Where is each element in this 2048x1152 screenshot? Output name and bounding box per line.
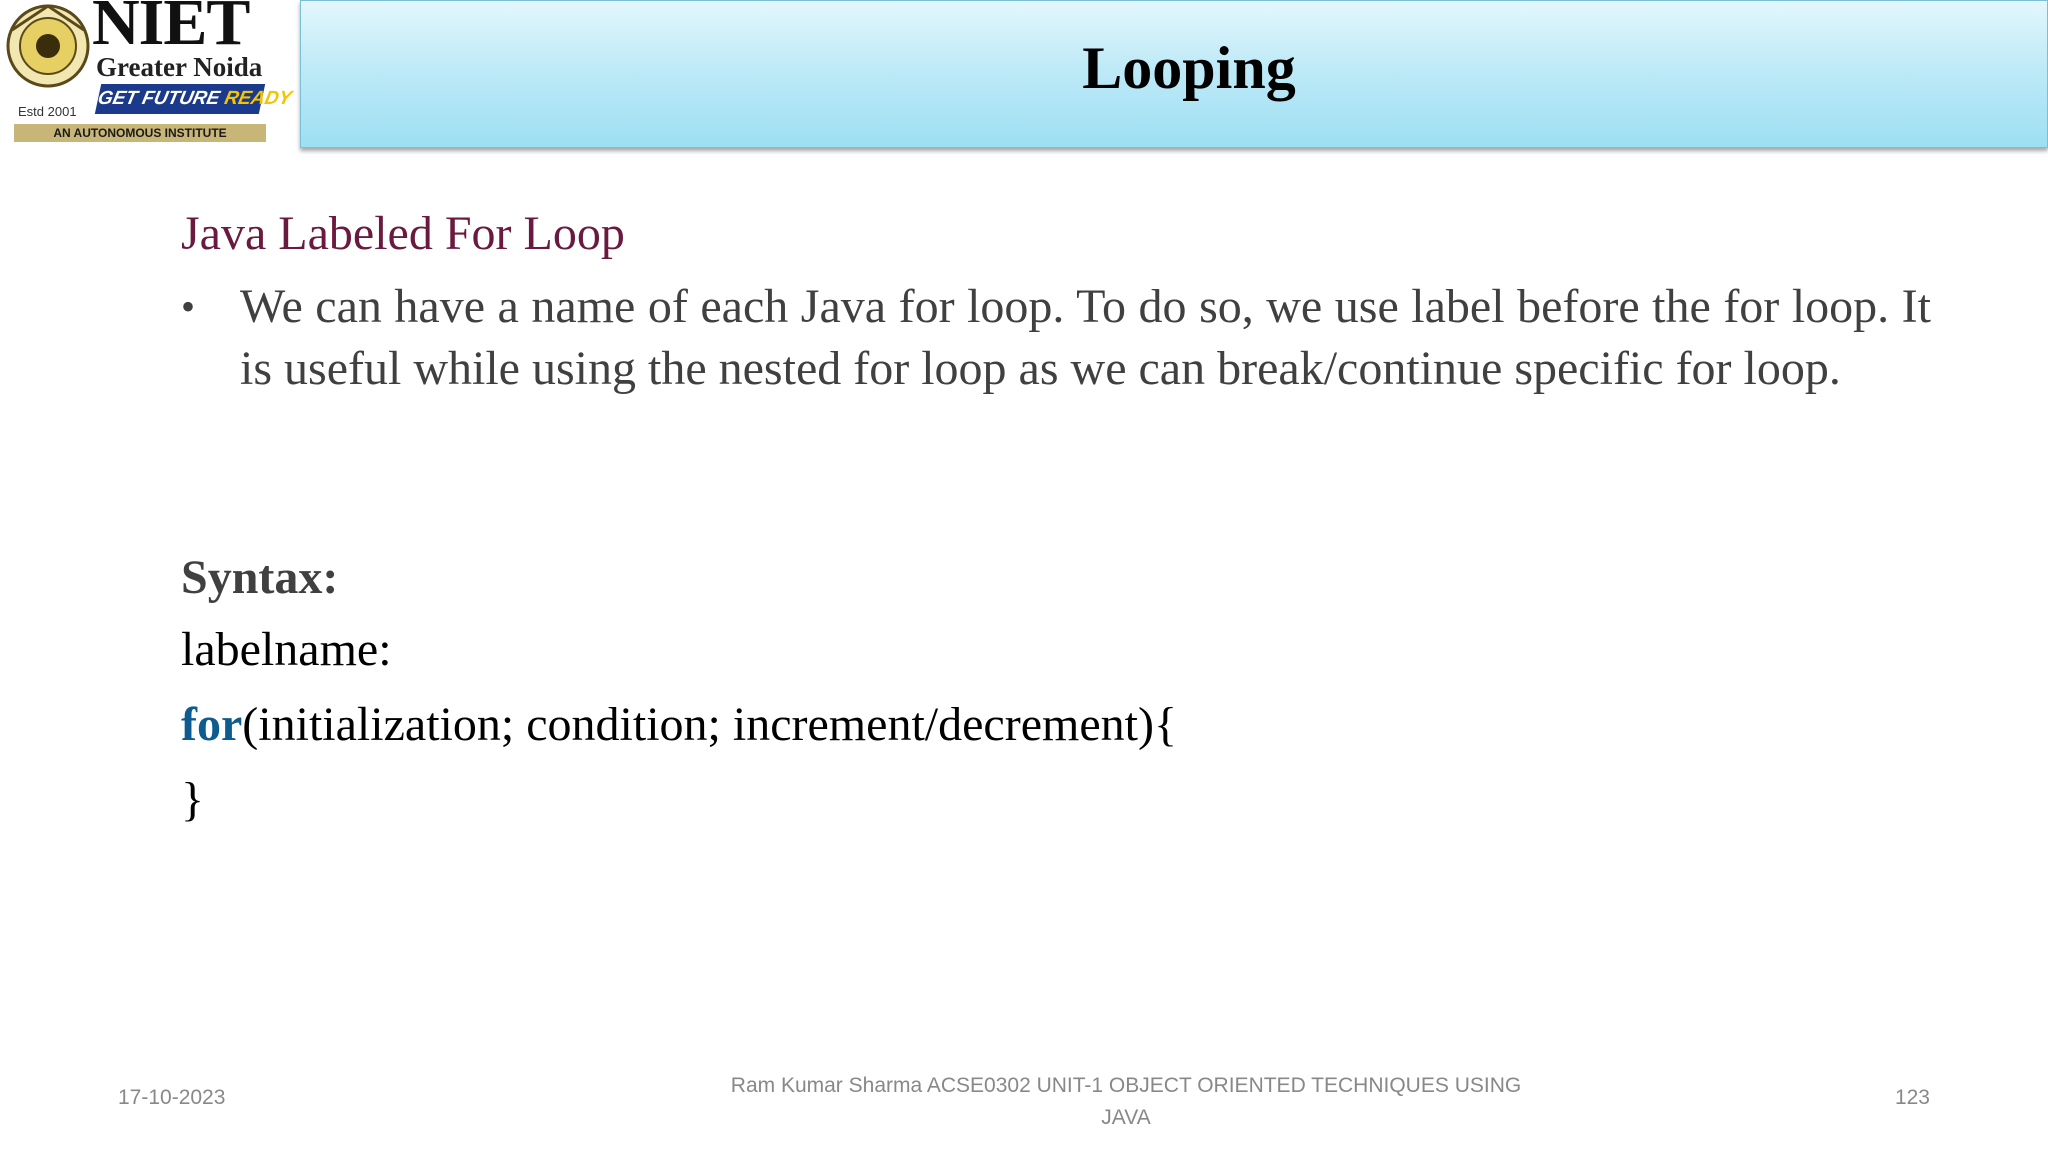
logo-wordmark: NIET bbox=[92, 0, 250, 59]
bullet-text: We can have a name of each Java for loop. To do so, we use label before the for loop. It is useful while using the nested for loop as we can break/continue specific for loop. bbox=[240, 280, 1931, 395]
footer-page-number: 123 bbox=[1894, 1086, 1930, 1109]
footer-course-line1: Ram Kumar Sharma ACSE0302 UNIT-1 OBJECT ORIENTED TECHNIQUES USING bbox=[730, 1074, 1522, 1097]
bullet-item bbox=[181, 276, 1931, 400]
footer-course-info bbox=[696, 1070, 1556, 1134]
institute-seal-icon bbox=[2, 0, 94, 92]
section-subtitle: Java Labeled For Loop bbox=[181, 207, 625, 260]
logo-autonomous-banner: AN AUTONOMOUS INSTITUTE bbox=[14, 124, 266, 142]
logo-tagline-b: READY bbox=[222, 88, 294, 109]
logo-city: Greater Noida bbox=[96, 52, 263, 82]
institute-logo bbox=[0, 0, 294, 148]
syntax-heading: Syntax: bbox=[181, 551, 339, 604]
logo-tagline-a: GET FUTURE bbox=[95, 88, 222, 109]
footer-course-line2: JAVA bbox=[1101, 1106, 1151, 1129]
slide-title: Looping bbox=[1082, 35, 1296, 101]
code-keyword: for bbox=[181, 698, 243, 751]
code-line-for bbox=[181, 697, 1177, 752]
code-line-close: } bbox=[181, 773, 205, 826]
bullet-dot: • bbox=[181, 284, 196, 329]
code-for-params: (initialization; condition; increment/decrement){ bbox=[242, 698, 1178, 751]
footer-date: 17-10-2023 bbox=[118, 1086, 226, 1109]
code-line-label: labelname: bbox=[181, 623, 392, 676]
logo-established: Estd 2001 bbox=[18, 104, 77, 119]
logo-tagline bbox=[95, 84, 294, 114]
